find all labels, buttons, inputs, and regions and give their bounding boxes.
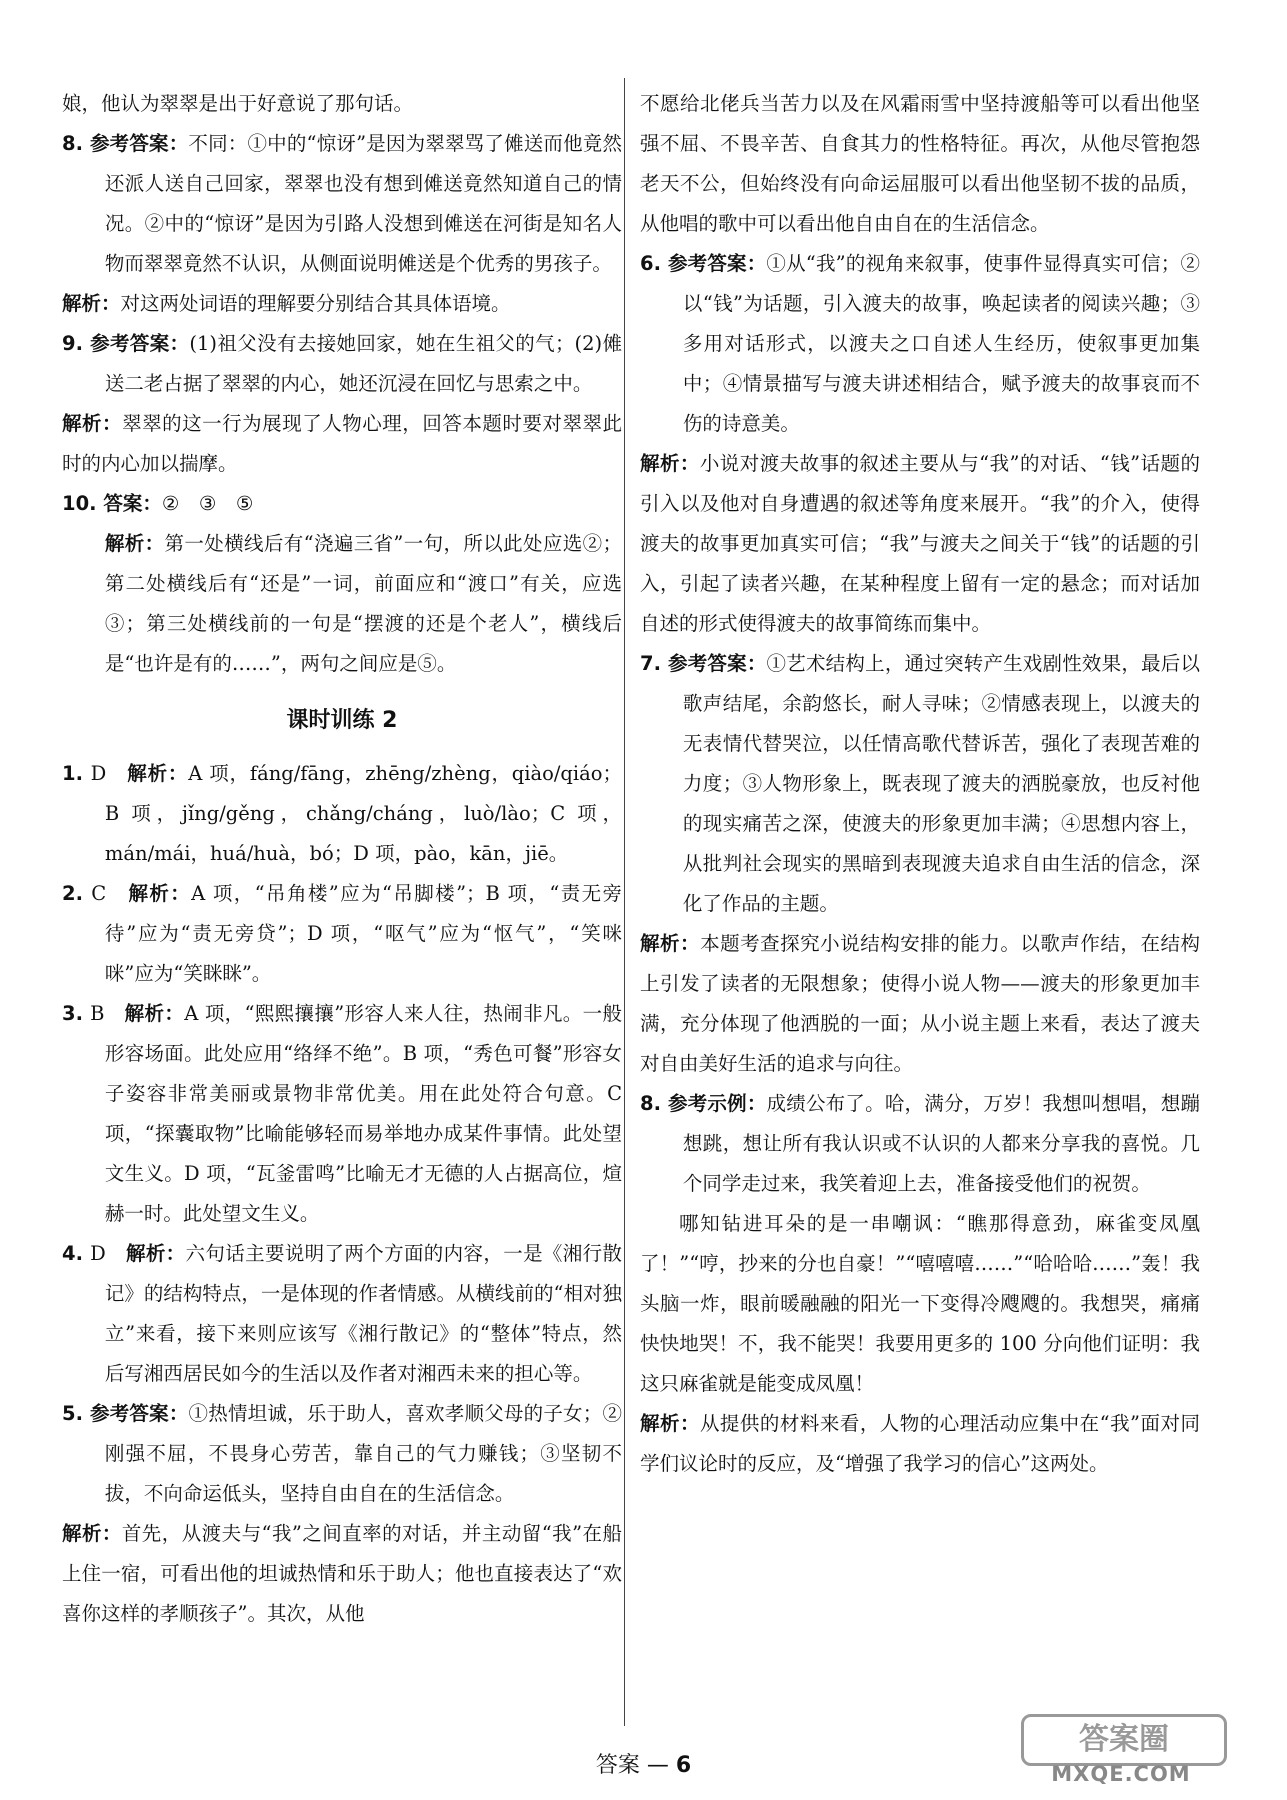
question-number: 6. bbox=[640, 252, 668, 275]
answer-text: 翠翠的这一行为展现了人物心理，回答本题时要对翠翠此时的内心加以揣摩。 bbox=[62, 412, 622, 475]
answer-label: 解析： bbox=[62, 1522, 122, 1545]
watermark-url: MXQE.COM bbox=[1051, 1762, 1191, 1786]
answer-text: 娘，他认为翠翠是出于好意说了那句话。 bbox=[62, 92, 414, 115]
question-item bbox=[640, 244, 1200, 444]
answer-text: 对这两处词语的理解要分别结合其具体语境。 bbox=[120, 292, 511, 315]
answer-label: 解析： bbox=[62, 292, 121, 315]
answer-text: 本题考查探究小说结构安排的能力。以歌声作结，在结构上引发了读者的无限想象；使得小说人物——渡夫的形象更加丰满，充分体现了他洒脱的一面；从小说主题上来看，表达了渡夫对自由美好生活的追求与向往。 bbox=[640, 932, 1200, 1075]
question-item bbox=[62, 1394, 622, 1514]
answer-text: 第一处横线后有“浇遍三省”一句，所以此处应选②；第二处横线后有“还是”一词，前面应和“渡口”有关，应选③；第三处横线前的一句是“摆渡的还是个老人”，横线后是“也许是有的……”，两句之间应是⑤。 bbox=[104, 532, 622, 675]
footer-label: 答案 — bbox=[595, 1753, 676, 1778]
question-number: 4. bbox=[62, 1242, 91, 1265]
answer-text: 哪知钻进耳朵的是一串嘲讽：“瞧那得意劲，麻雀变凤凰了！”“哼，抄来的分也自豪！”“嘻嘻嘻……”“哈哈哈……”轰！我头脑一炸，眼前暖融融的阳光一下变得冷飕飕的。我想哭，痛痛快快地哭！不，我不能哭！我要用更多的 100 分向他们证明：我这只麻雀就是能变成凤凰！ bbox=[640, 1212, 1200, 1395]
answer-choice: D bbox=[90, 1242, 126, 1265]
column-divider bbox=[624, 78, 625, 1726]
analysis-paragraph bbox=[62, 1514, 622, 1634]
watermark-logo bbox=[1021, 1714, 1221, 1786]
answer-label: 解析： bbox=[127, 762, 189, 785]
right-column bbox=[640, 84, 1200, 1484]
analysis-paragraph bbox=[62, 404, 622, 484]
question-item bbox=[62, 324, 622, 404]
question-number: 7. bbox=[640, 652, 668, 675]
question-number: 9. bbox=[62, 332, 91, 355]
question-number: 10. bbox=[62, 492, 104, 515]
answer-label: 解析： bbox=[128, 882, 192, 905]
answer-text: 小说对渡夫故事的叙述主要从与“我”的对话、“钱”话题的引入以及他对自身遭遇的叙述等角度来展开。“我”的介入，使得渡夫的故事更加真实可信；“我”与渡夫之间关于“钱”的话题的引入，引起了读者兴趣，在某种程度上留有一定的悬念；而对话加自述的形式使得渡夫的故事简练而集中。 bbox=[640, 452, 1200, 635]
answer-text: A 项，fáng/fāng，zhēng/zhèng，qiào/qiáo；B 项，jǐng/gěng，chǎng/cháng，luò/lào；C 项，mán/mái，huá/huà，bó；D 项，pào，kān，jiē。 bbox=[104, 762, 622, 865]
question-number: 3. bbox=[62, 1002, 91, 1025]
analysis-paragraph bbox=[640, 924, 1200, 1084]
answer-text: 六句话主要说明了两个方面的内容，一是《湘行散记》的结构特点，一是体现的作者情感。从横线前的“相对独立”来看，接下来则应该写《湘行散记》的“整体”特点，然后写湘西居民如今的生活以及作者对湘西未来的担心等。 bbox=[104, 1242, 622, 1385]
answer-text: 首先，从渡夫与“我”之间直率的对话，并主动留“我”在船上住一宿，可看出他的坦诚热情和乐于助人；他也直接表达了“欢喜你这样的孝顺孩子”。其次，从他 bbox=[62, 1522, 622, 1625]
analysis-paragraph bbox=[62, 524, 622, 684]
question-number: 1. bbox=[62, 762, 91, 785]
body-paragraph bbox=[640, 1204, 1200, 1404]
answer-text: ①热情坦诚，乐于助人，喜欢孝顺父母的子女；②刚强不屈，不畏身心劳苦，靠自己的气力赚钱；③坚韧不拔，不向命运低头，坚持自由自在的生活信念。 bbox=[104, 1402, 622, 1505]
answer-text: ①从“我”的视角来叙事，使事件显得真实可信；②以“钱”为话题，引入渡夫的故事，唤起读者的阅读兴趣；③多用对话形式，以渡夫之口自述人生经历，使叙事更加集中；④情景描写与渡夫讲述相结合，赋予渡夫的故事哀而不伤的诗意美。 bbox=[682, 252, 1200, 435]
question-item bbox=[62, 754, 622, 874]
answer-choice: B bbox=[90, 1002, 125, 1025]
page-number: 6 bbox=[675, 1753, 692, 1778]
answer-label: 解析： bbox=[104, 532, 165, 555]
question-item bbox=[640, 644, 1200, 924]
question-item bbox=[62, 124, 622, 284]
answer-label: 参考答案： bbox=[89, 132, 189, 155]
answer-label: 解析： bbox=[640, 932, 701, 955]
question-item bbox=[62, 484, 622, 524]
answer-label: 解析： bbox=[62, 412, 123, 435]
question-number: 5. bbox=[62, 1402, 90, 1425]
left-column bbox=[62, 84, 622, 1634]
question-number: 2. bbox=[62, 882, 92, 905]
answer-text: 不愿给北佬兵当苦力以及在风霜雨雪中坚持渡船等可以看出他坚强不屈、不畏辛苦、自食其力的性格特征。再次，从他尽管抱怨老天不公，但始终没有向命运屈服可以看出他坚韧不拔的品质，从他唱的歌中可以看出他自由自在的生活信念。 bbox=[640, 92, 1200, 235]
answer-text: 成绩公布了。哈，满分，万岁！我想叫想唱，想蹦想跳，想让所有我认识或不认识的人都来分享我的喜悦。几个同学走过来，我笑着迎上去，准备接受他们的祝贺。 bbox=[682, 1092, 1200, 1195]
answer-label: 解析： bbox=[125, 1242, 186, 1265]
section-title: 课时训练 2 bbox=[286, 708, 398, 733]
answer-choice: D bbox=[90, 762, 128, 785]
watermark-logo-text: 答案圈 bbox=[1021, 1714, 1227, 1766]
answer-label: 参考答案： bbox=[667, 652, 767, 675]
question-number: 8. bbox=[640, 1092, 668, 1115]
question-item bbox=[62, 1234, 622, 1394]
answer-text: 不同：①中的“惊讶”是因为翠翠骂了傩送而他竟然还派人送自己回家，翠翠也没有想到傩送竟然知道自己的情况。②中的“惊讶”是因为引路人没想到傩送在河街是知名人物而翠翠竟然不认识，从侧面说明傩送是个优秀的男孩子。 bbox=[104, 132, 622, 275]
answer-text: A 项，“吊角楼”应为“吊脚楼”；B 项，“责无旁待”应为“责无旁贷”；D 项，“呕气”应为“怄气”，“笑咪咪”应为“笑眯眯”。 bbox=[104, 882, 623, 985]
answer-label: 参考答案： bbox=[90, 332, 190, 355]
answer-text: ①艺术结构上，通过突转产生戏剧性效果，最后以歌声结尾，余韵悠长，耐人寻味；②情感表现上，以渡夫的无表情代替哭泣，以任情高歌代替诉苦，强化了表现苦难的力度；③人物形象上，既表现了渡夫的洒脱豪放，也反衬他的现实痛苦之深，使渡夫的形象更加丰满；④思想内容上，从批判社会现实的黑暗到表现渡夫追求自由生活的信念，深化了作品的主题。 bbox=[682, 652, 1200, 915]
question-number: 8. bbox=[62, 132, 90, 155]
answer-label: 参考示例： bbox=[667, 1092, 767, 1115]
analysis-paragraph bbox=[640, 444, 1200, 644]
question-item bbox=[640, 1084, 1200, 1204]
answer-label: 解析： bbox=[124, 1002, 185, 1025]
answer-text: A 项，“熙熙攘攘”形容人来人往，热闹非凡。一般形容场面。此处应用“络绎不绝”。B 项，“秀色可餐”形容女子姿容非常美丽或景物非常优美。用在此处符合句意。C 项，“探囊取物”比喻能够轻而易举地办成某件事情。此处望文生义。D 项，“瓦釜雷鸣”比喻无才无德的人占据高位，煊赫一时。此处望文生义。 bbox=[104, 1002, 622, 1225]
answer-label: 参考答案： bbox=[667, 252, 767, 275]
answer-text: ② ③ ⑤ bbox=[161, 492, 254, 515]
body-paragraph bbox=[640, 84, 1200, 244]
body-paragraph bbox=[62, 84, 622, 124]
question-item bbox=[62, 994, 622, 1234]
answer-label: 答案： bbox=[103, 492, 162, 515]
answer-text: (1)祖父没有去接她回家，她在生祖父的气；(2)傩送二老占据了翠翠的内心，她还沉浸在回忆与思索之中。 bbox=[104, 332, 622, 395]
analysis-paragraph bbox=[640, 1404, 1200, 1484]
question-item bbox=[62, 874, 622, 994]
answer-label: 参考答案： bbox=[89, 1402, 189, 1425]
answer-label: 解析： bbox=[640, 1412, 700, 1435]
answer-choice: C bbox=[91, 882, 129, 905]
answer-text: 从提供的材料来看，人物的心理活动应集中在“我”面对同学们议论时的反应，及“增强了我学习的信心”这两处。 bbox=[640, 1412, 1200, 1475]
answer-label: 解析： bbox=[640, 452, 700, 475]
analysis-paragraph bbox=[62, 284, 622, 324]
